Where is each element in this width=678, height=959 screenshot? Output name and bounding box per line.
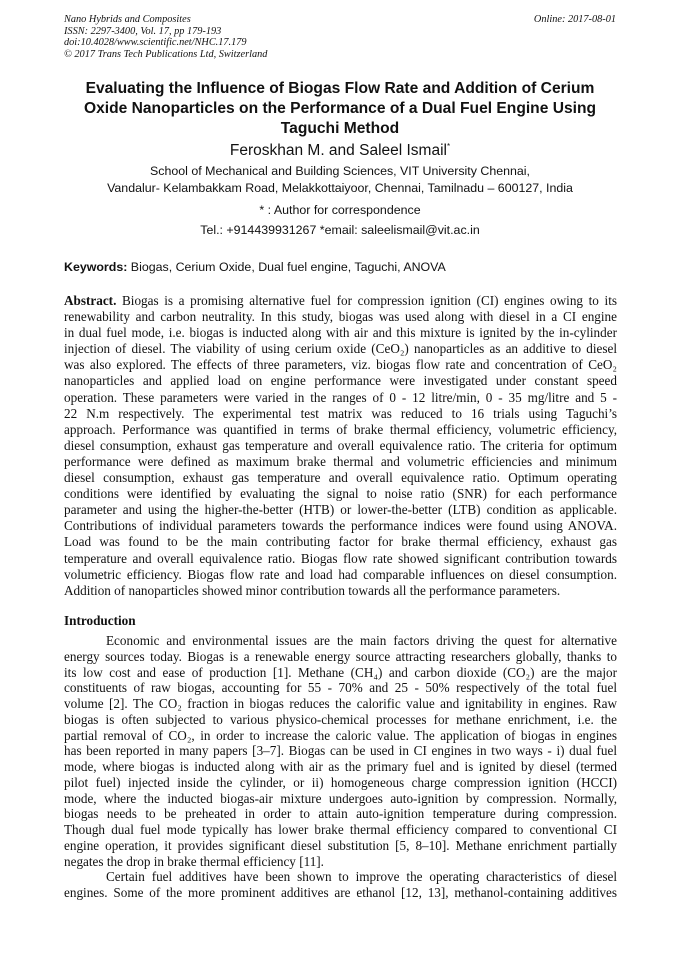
abstract-line: injection of diesel. The viability of using cerium oxide (CeO₂) nanoparticles as an additive to diesel	[64, 341, 617, 357]
introduction-line: energy sources today. Biogas is a renewable energy source attracting researchers globally, thanks to	[64, 648, 617, 664]
abstract-line: volumetric efficiency. Biogas flow rate and load had comparable influences on diesel consumption.	[64, 566, 617, 582]
issn: ISSN: 2297-3400, Vol. 17, pp 179-193	[64, 25, 222, 37]
abstract-line: temperature and overall equivalence ratio. Biogas flow rate showed significant contribution towards	[64, 550, 617, 566]
abstract-line	[64, 293, 617, 309]
abstract-line: diesel consumption, exhaust gas temperature and overall equivalence ratio. The criteria for optimum	[64, 437, 617, 453]
abstract-line: nanoparticles and applied load on engine performance were investigated under constant speed	[64, 373, 617, 389]
abstract-line: conditions were identified by evaluating the signal to noise ratio (SNR) for each performance	[64, 486, 617, 502]
affiliation	[60, 163, 620, 197]
introduction-body	[64, 633, 617, 901]
introduction-line: Certain fuel additives have been shown to improve the operating characteristics of diesel	[106, 869, 617, 885]
introduction-line: its low cost and ease of production [1]. Methane (CH₄) and carbon dioxide (CO₂) are the major	[64, 664, 617, 680]
journal-name: Nano Hybrids and Composites	[64, 14, 191, 25]
authors	[60, 142, 620, 160]
introduction-line: volume [2]. The CO₂ fraction in biogas reduces the calorific value and ignitability in engines. Raw	[64, 696, 617, 711]
introduction-line: mode, where biogas is inducted along with air as the primary fuel and is ignited by diesel (termed	[64, 759, 617, 774]
correspondence-note: * : Author for correspondence	[259, 203, 421, 217]
section-heading-introduction: Introduction	[64, 613, 136, 628]
keywords	[64, 260, 446, 274]
abstract-line: was also explored. The effects of three parameters, viz. biogas flow rate and concentration of CeO₂	[64, 357, 617, 373]
title-line: Taguchi Method	[280, 120, 400, 137]
introduction-line: negates the drop in brake thermal efficiency [11].	[64, 853, 324, 869]
author-mark: *	[446, 142, 451, 151]
abstract-line: operation. These parameters were varied in the ranges of 0 - 12 litre/min, 0 - 35 mg/litre and 5 -	[64, 389, 617, 405]
abstract-line: Addition of nanoparticles showed minor contribution towards all the performance parameters.	[64, 582, 561, 598]
introduction-line: mode, where the inducted biogas-air mixture undergoes auto-ignition by compression. Normally,	[64, 790, 617, 806]
abstract-line: parameter and using the higher-the-better (HTB) or lower-the-better (LTB) condition as applicable.	[64, 502, 617, 518]
introduction-line: pilot fuel) injected inside the cylinder, or ii) homogeneous charge compression ignition (HCCI)	[64, 774, 617, 790]
author-names: Feroskhan M. and Saleel Ismail	[229, 142, 447, 160]
keywords-text: Biogas, Cerium Oxide, Dual fuel engine, Taguchi, ANOVA	[127, 260, 446, 274]
abstract-line: Load was found to be the main contributing factor for brake thermal efficiency, exhaust gas	[64, 534, 617, 550]
introduction-line: partial removal of CO₂, in order to increase the caloric value. The application of biogas in engines	[64, 727, 617, 743]
copyright: © 2017 Trans Tech Publications Ltd, Switzerland	[64, 48, 268, 60]
affiliation-line: School of Mechanical and Building Sciences, VIT University Chennai,	[150, 164, 530, 178]
introduction-line: Economic and environmental issues are the main factors driving the quest for alternative	[106, 633, 617, 648]
abstract-line: diesel consumption, exhaust gas temperature and overall equivalence ratio. Optimum operating	[64, 470, 617, 486]
paper-title	[60, 79, 620, 139]
introduction-line: constituents of raw biogas, accounting for 55 - 70% and 25 - 50% respectively of the total fuel	[64, 680, 617, 696]
introduction-line: has been reported in many papers [3–7]. Biogas can be used in CI engines in two ways - i) dual fuel	[64, 743, 617, 759]
abstract-label: Abstract.	[64, 293, 117, 308]
abstract-line: performance were defined as maximum brake thermal and volumetric efficiencies and minimum	[64, 453, 617, 469]
abstract-line: in dual fuel mode, i.e. biogas is inducted along with air and this mixture is ignited by the in-cylinder	[64, 325, 617, 341]
abstract-line: approach. Performance was quantified in terms of brake thermal efficiency, volumetric efficiency,	[64, 421, 617, 437]
online-date: Online: 2017-08-01	[533, 14, 616, 25]
title-line: Oxide Nanoparticles on the Performance of a Dual Fuel Engine Using	[83, 100, 597, 117]
affiliation-line: Vandalur- Kelambakkam Road, Melakkottaiyoor, Chennai, Tamilnadu – 600127, India	[107, 181, 573, 195]
journal-header	[64, 14, 267, 60]
abstract-line: renewability and carbon neutrality. In this study, biogas was used along with diesel in a CI engine	[64, 309, 617, 325]
doi: doi:10.4028/www.scientific.net/NHC.17.179	[64, 37, 247, 49]
title-line: Evaluating the Influence of Biogas Flow Rate and Addition of Cerium	[85, 80, 595, 97]
keywords-label: Keywords:	[64, 260, 128, 274]
introduction-line: Though dual fuel mode typically has lower brake thermal efficiency compared to conventional CI	[64, 822, 617, 837]
abstract	[64, 293, 617, 599]
abstract-line: 22 N.m respectively. The experimental test matrix was reduced to 16 trials using Taguchi’s	[64, 405, 617, 421]
introduction-line: engines. Some of the more prominent additives are ethanol [12, 13], methanol-containing additives	[64, 885, 617, 900]
contact-info: Tel.: +914439931267 *email: saleelismail@vit.ac.in	[200, 223, 480, 237]
introduction-line: engine operation, it provides significant diesel substitution [5, 8–10]. Methane enrichment partially	[64, 837, 617, 853]
abstract-text: Biogas is a promising alternative fuel for compression ignition (CI) engines owing to its	[116, 293, 617, 308]
introduction-line: biogas needs to be preheated in order to attain auto-ignition temperature during compression.	[64, 806, 617, 822]
introduction-line: biogas is often subjected to various physico-chemical processes for methane enrichment, i.e. the	[64, 711, 617, 727]
abstract-line: Contributions of individual parameters towards the performance indices were found using ANOVA.	[64, 518, 617, 534]
